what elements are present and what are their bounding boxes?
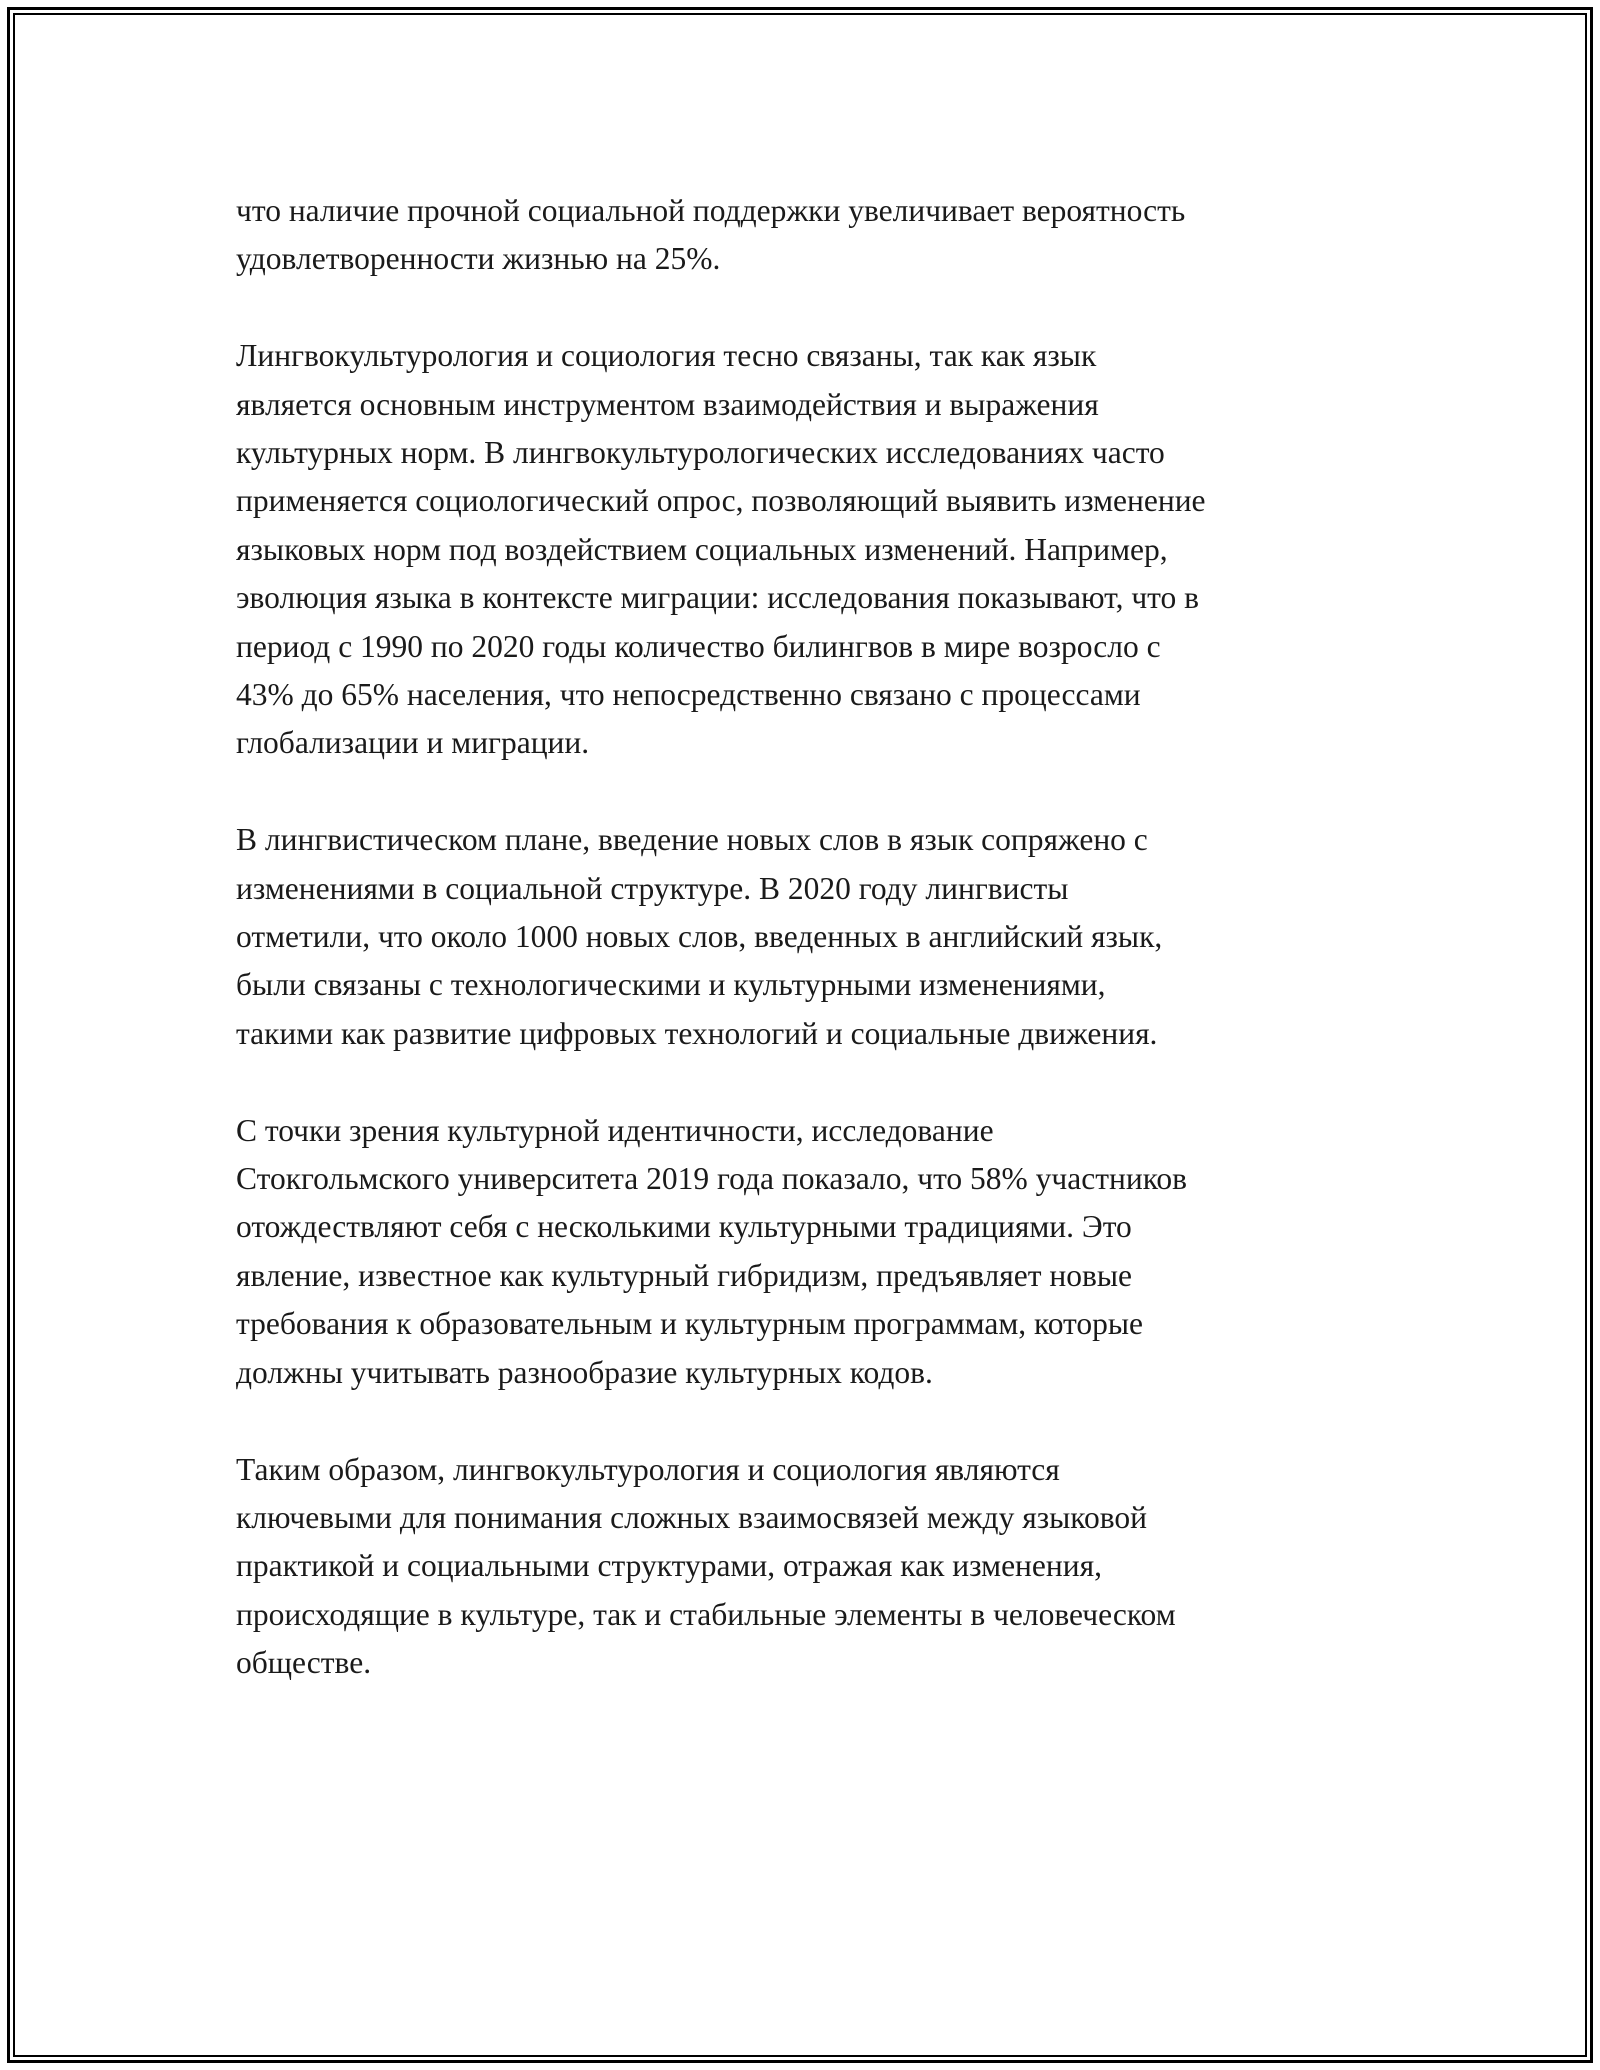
- text-line: В лингвистическом плане, введение новых слов в язык сопряжено с: [236, 822, 1148, 858]
- text-line: удовлетворенности жизнью на 25%.: [236, 241, 721, 277]
- paragraph: [236, 816, 1386, 1058]
- text-line: языковых норм под воздействием социальных изменений. Например,: [236, 531, 1168, 567]
- text-line: изменениями в социальной структуре. В 2020 году лингвисты: [236, 870, 1069, 906]
- text-line: должны учитывать разнообразие культурных кодов.: [236, 1354, 933, 1390]
- document-body: [236, 187, 1386, 1736]
- text-line: Таким образом, лингвокультурология и социология являются: [236, 1451, 1060, 1487]
- text-line: требования к образовательным и культурным программам, которые: [236, 1306, 1144, 1342]
- text-line: такими как развитие цифровых технологий и социальные движения.: [236, 1015, 1158, 1051]
- paragraph: [236, 187, 1386, 284]
- text-line: явление, известное как культурный гибридизм, предъявляет новые: [236, 1257, 1133, 1293]
- text-line: были связаны с технологическими и культурными изменениями,: [236, 967, 1106, 1003]
- text-line: отметили, что около 1000 новых слов, введенных в английский язык,: [236, 919, 1163, 955]
- text-line: Стокгольмского университета 2019 года показало, что 58% участников: [236, 1161, 1188, 1197]
- text-line: Лингвокультурология и социология тесно связаны, так как язык: [236, 338, 1097, 374]
- text-line: что наличие прочной социальной поддержки увеличивает вероятность: [236, 193, 1186, 228]
- text-line: 43% до 65% населения, что непосредственно связано с процессами: [236, 677, 1141, 713]
- paragraph: [236, 332, 1386, 768]
- text-line: обществе.: [236, 1645, 372, 1681]
- text-line: эволюция языка в контексте миграции: исследования показывают, что в: [236, 580, 1200, 616]
- text-line: практикой и социальными структурами, отражая как изменения,: [236, 1548, 1102, 1584]
- text-line: ключевыми для понимания сложных взаимосвязей между языковой: [236, 1499, 1148, 1535]
- text-line: глобализации и миграции.: [236, 725, 590, 761]
- text-line: С точки зрения культурной идентичности, исследование: [236, 1112, 994, 1148]
- text-line: применяется социологический опрос, позволяющий выявить изменение: [236, 483, 1206, 519]
- text-line: культурных норм. В лингвокультурологических исследованиях часто: [236, 435, 1165, 471]
- text-line: является основным инструментом взаимодействия и выражения: [236, 386, 1099, 422]
- paragraph: [236, 1446, 1386, 1688]
- text-line: отождествляют себя с несколькими культурными традициями. Это: [236, 1209, 1132, 1245]
- text-line: период с 1990 по 2020 годы количество билингвов в мире возросло с: [236, 628, 1161, 664]
- text-line: происходящие в культуре, так и стабильные элементы в человеческом: [236, 1596, 1176, 1632]
- paragraph: [236, 1107, 1386, 1397]
